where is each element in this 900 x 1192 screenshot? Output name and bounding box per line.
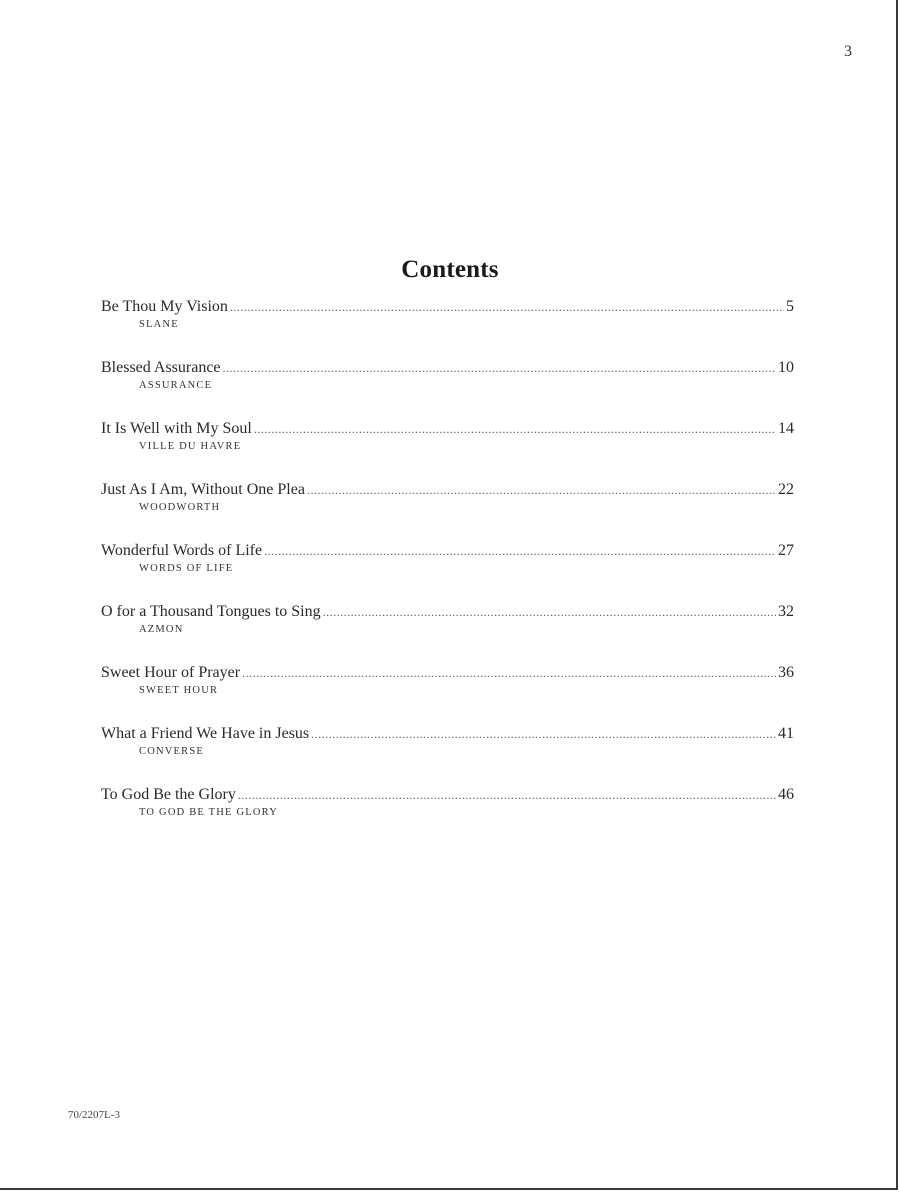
hymn-title: To God Be the Glory [101, 786, 236, 803]
page-ref: 46 [778, 786, 794, 803]
toc-entry-line [101, 480, 794, 500]
hymn-title: Sweet Hour of Prayer [101, 664, 241, 681]
toc-entry [101, 724, 794, 785]
dot-leader [264, 541, 776, 561]
hymn-title: Be Thou My Vision [101, 298, 228, 315]
tune-name: SLANE [139, 319, 179, 330]
hymn-title: Wonderful Words of Life [101, 542, 263, 559]
dot-leader [254, 419, 776, 439]
toc-entry [101, 358, 794, 419]
tune-name: WOODWORTH [139, 502, 221, 513]
dot-leader [323, 602, 776, 622]
tune-name: TO GOD BE THE GLORY [139, 807, 279, 818]
toc-entry-line [101, 419, 794, 439]
page-ref: 14 [778, 420, 794, 437]
page-number: 3 [844, 43, 852, 60]
dot-leader [311, 724, 776, 744]
toc-entry-line [101, 602, 794, 622]
page-ref: 5 [786, 298, 794, 315]
tune-name: CONVERSE [139, 746, 205, 757]
page-ref: 36 [778, 664, 794, 681]
toc-entry [101, 419, 794, 480]
page-ref: 10 [778, 359, 794, 376]
dot-leader [223, 358, 776, 378]
tune-name: VILLE DU HAVRE [139, 441, 242, 452]
toc-entry [101, 663, 794, 724]
tune-name: ASSURANCE [139, 380, 213, 391]
tune-name: WORDS OF LIFE [139, 563, 234, 574]
page-ref: 41 [778, 725, 794, 742]
tune-name: SWEET HOUR [139, 685, 219, 696]
dot-leader [238, 785, 776, 805]
toc-entry-line [101, 785, 794, 805]
dot-leader [242, 663, 776, 683]
dot-leader [230, 297, 784, 317]
table-of-contents [101, 297, 794, 846]
hymn-title: O for a Thousand Tongues to Sing [101, 603, 321, 620]
page-ref: 32 [778, 603, 794, 620]
hymn-title: What a Friend We Have in Jesus [101, 725, 310, 742]
catalog-code: 70/2207L-3 [68, 1109, 120, 1121]
page-ref: 27 [778, 542, 794, 559]
toc-entry [101, 602, 794, 663]
toc-entry-line [101, 358, 794, 378]
contents-title: Contents [401, 256, 499, 283]
toc-entry [101, 480, 794, 541]
dot-leader [307, 480, 776, 500]
toc-entry [101, 541, 794, 602]
hymn-title: Blessed Assurance [101, 359, 221, 376]
toc-entry-line [101, 541, 794, 561]
toc-entry [101, 297, 794, 358]
toc-entry-line [101, 297, 794, 317]
page-ref: 22 [778, 481, 794, 498]
toc-entry-line [101, 663, 794, 683]
hymn-title: It Is Well with My Soul [101, 420, 252, 437]
hymn-title: Just As I Am, Without One Plea [101, 481, 305, 498]
tune-name: AZMON [139, 624, 184, 635]
toc-entry-line [101, 724, 794, 744]
toc-entry [101, 785, 794, 846]
